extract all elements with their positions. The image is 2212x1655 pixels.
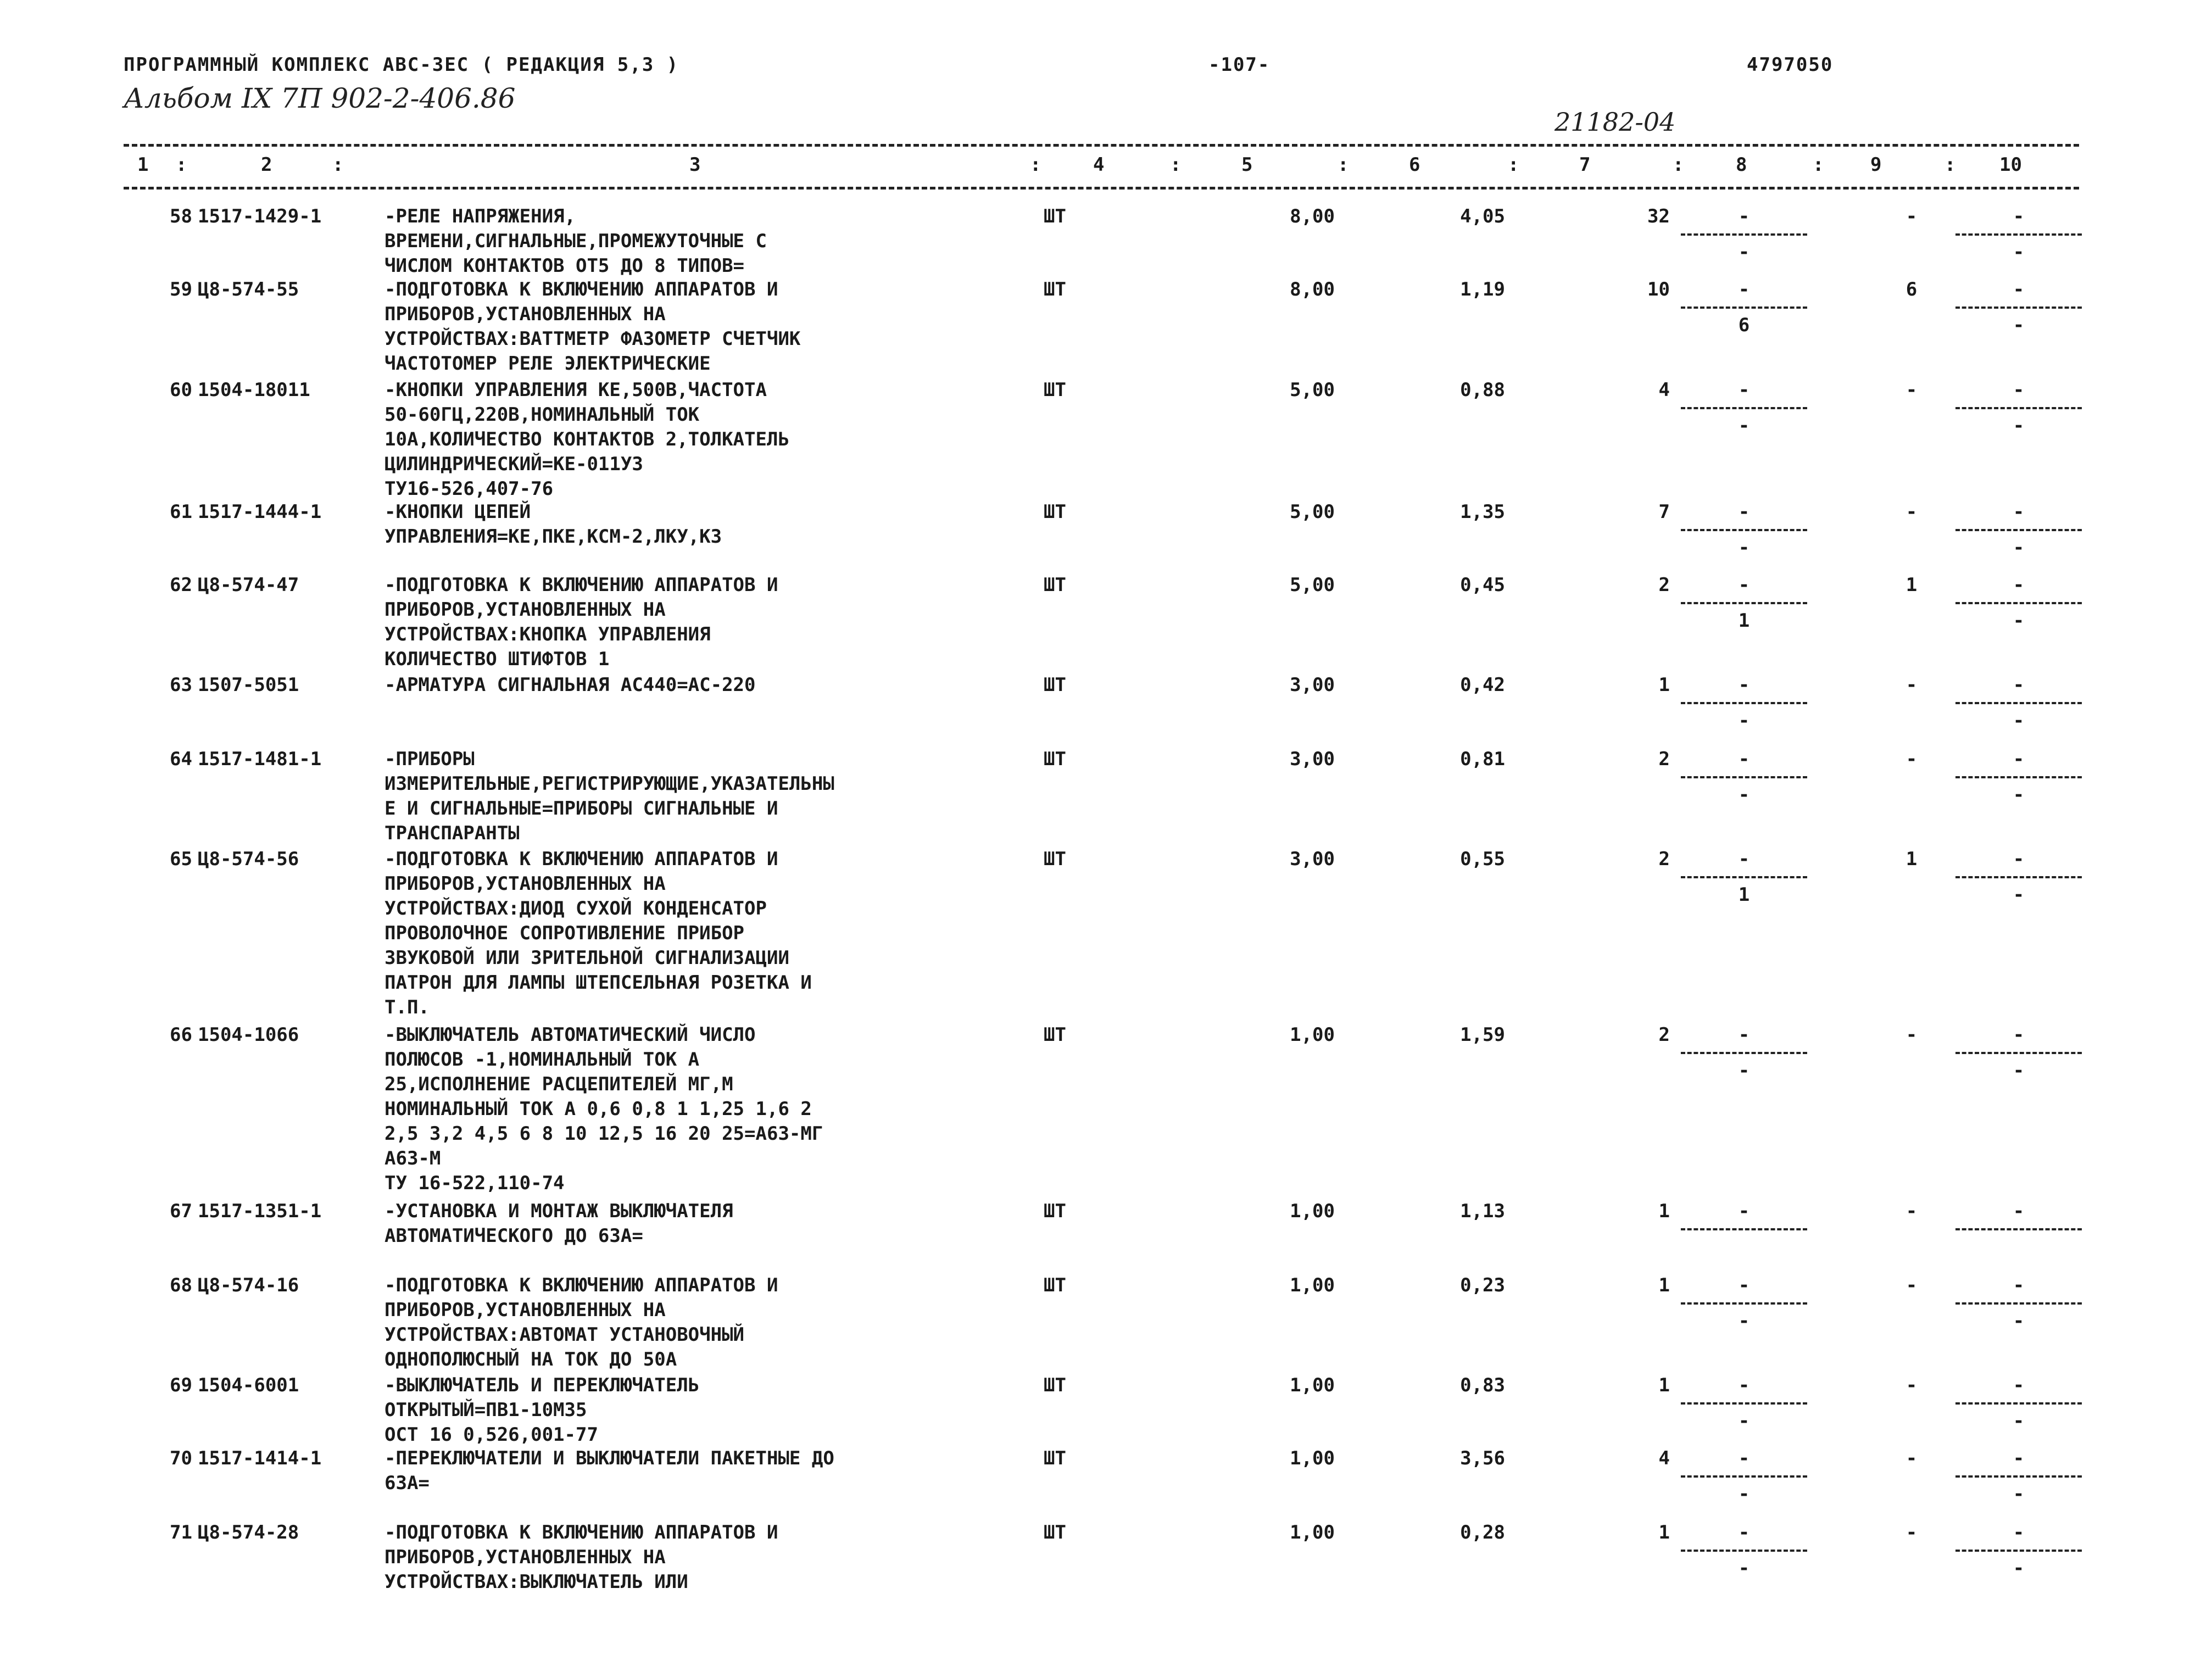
item-code: 1517-1444-1 — [198, 501, 322, 523]
col5-value: 3,00 — [1290, 674, 1335, 696]
unit: ШТ — [1044, 1274, 1066, 1296]
item-description: -ПОДГОТОВКА К ВКЛЮЧЕНИЮ АППАРАТОВ И ПРИБОРОВ,УСТАНОВЛЕННЫХ НА УСТРОЙСТВАХ:КНОПКА УПРАВЛЕНИЯ КОЛИЧЕСТВО ШТИФТОВ 1 — [385, 574, 778, 670]
item-description: -ПРИБОРЫ ИЗМЕРИТЕЛЬНЫЕ,РЕГИСТРИРУЮЩИЕ,УКАЗАТЕЛЬНЫ Е И СИГНАЛЬНЫЕ=ПРИБОРЫ СИГНАЛЬНЫЕ И ТРАНСПАРАНТЫ — [385, 748, 834, 844]
col9-value: - — [1905, 1522, 1918, 1543]
item-description: -АРМАТУРА СИГНАЛЬНАЯ АС440=АС-220 — [385, 674, 756, 696]
item-description: -ВЫКЛЮЧАТЕЛЬ АВТОМАТИЧЕСКИЙ ЧИСЛО ПОЛЮСОВ -1,НОМИНАЛЬНЫЙ ТОК А 25,ИСПОЛНЕНИЕ РАСЦЕПИТЕЛЕЙ МГ,М НОМИНАЛЬНЫЙ ТОК А 0,6 0,8 1 1,25 1,6 2 2,5 3,2 4,5 6 8 10 12,5 16 20 25=А63-МГ А63-М ТУ 16-522,110-74 — [385, 1024, 823, 1194]
col10-fraction-divider — [1955, 1052, 2082, 1054]
col10-fraction-divider — [1955, 876, 2082, 878]
item-description: -КНОПКИ УПРАВЛЕНИЯ КЕ,500В,ЧАСТОТА 50-60ГЦ,220В,НОМИНАЛЬНЫЙ ТОК 10А,КОЛИЧЕСТВО КОНТАКТОВ 2,ТОЛКАТЕЛЬ ЦИЛИНДРИЧЕСКИЙ=КЕ-011У3 ТУ16-526,407-76 — [385, 379, 789, 500]
col8-fraction-bottom: 6 — [1738, 314, 1750, 336]
col6-value: 1,59 — [1460, 1024, 1505, 1046]
col10-fraction-bottom: - — [2013, 241, 2025, 263]
col-sep: : — [1813, 154, 1824, 176]
col8-fraction-divider — [1681, 1475, 1807, 1478]
col6-value: 0,42 — [1460, 674, 1505, 696]
col10-fraction-bottom: - — [2013, 1557, 2025, 1579]
col5-value: 1,00 — [1290, 1374, 1335, 1396]
header-rule — [124, 187, 2079, 190]
col10-fraction — [1955, 573, 2082, 633]
unit: ШТ — [1044, 205, 1066, 227]
col-9: 9 — [1870, 154, 1882, 176]
item-code: Ц8-574-16 — [198, 1274, 299, 1296]
col9-value: - — [1905, 205, 1918, 227]
col10-fraction-bottom: - — [2013, 784, 2025, 806]
col10-fraction-top: - — [2013, 1374, 2025, 1396]
col10-fraction-divider — [1955, 776, 2082, 778]
col10-fraction-top: - — [2013, 848, 2025, 870]
col8-fraction — [1681, 1446, 1807, 1507]
row-number: 67 — [170, 1200, 192, 1222]
col5-value: 8,00 — [1290, 278, 1335, 300]
col8-fraction — [1681, 1520, 1807, 1581]
col8-fraction-bottom: - — [1738, 710, 1750, 732]
col8-fraction-bottom — [1681, 1235, 1807, 1260]
col5-value: 1,00 — [1290, 1522, 1335, 1543]
item-code: 1517-1481-1 — [198, 748, 322, 770]
col10-fraction — [1955, 1446, 2082, 1507]
col10-fraction-divider — [1955, 1550, 2082, 1552]
col10-fraction-bottom: - — [2013, 415, 2025, 437]
col8-fraction-bottom: - — [1738, 1557, 1750, 1579]
col-4: 4 — [1093, 154, 1105, 176]
col7-value: 4 — [1658, 379, 1670, 401]
col9-value: - — [1905, 1024, 1918, 1046]
table-row — [0, 378, 2212, 500]
sheet-handwritten-number: 21182-04 — [1554, 107, 1676, 137]
col8-fraction-divider — [1681, 602, 1807, 604]
col10-fraction-divider — [1955, 1228, 2082, 1230]
col8-fraction — [1681, 847, 1807, 907]
col8-fraction-top: - — [1738, 205, 1750, 227]
col6-value: 0,55 — [1460, 848, 1505, 870]
col10-fraction-divider — [1955, 602, 2082, 604]
item-code: Ц8-574-28 — [198, 1522, 299, 1543]
col5-value: 1,00 — [1290, 1447, 1335, 1469]
col8-fraction-divider — [1681, 307, 1807, 309]
col8-fraction — [1681, 573, 1807, 633]
col10-fraction-divider — [1955, 529, 2082, 531]
col-2: 2 — [261, 154, 272, 176]
col-sep: : — [1170, 154, 1182, 176]
col-sep: : — [1944, 154, 1956, 176]
col8-fraction-divider — [1681, 1052, 1807, 1054]
col-1: 1 — [137, 154, 149, 176]
col-sep: : — [1673, 154, 1684, 176]
col8-fraction-divider — [1681, 1550, 1807, 1552]
col7-value: 2 — [1658, 1024, 1670, 1046]
unit: ШТ — [1044, 379, 1066, 401]
col5-value: 1,00 — [1290, 1200, 1335, 1222]
col10-fraction-bottom: - — [2013, 314, 2025, 336]
col8-fraction — [1681, 277, 1807, 338]
col10-fraction — [1955, 673, 2082, 733]
page-number: -107- — [1208, 54, 1271, 76]
col8-fraction-top: - — [1738, 501, 1750, 523]
col10-fraction-top: - — [2013, 1274, 2025, 1296]
item-code: Ц8-574-55 — [198, 278, 299, 300]
table-row — [0, 1273, 2212, 1370]
table-row — [0, 277, 2212, 375]
col8-fraction — [1681, 1273, 1807, 1334]
item-description: -РЕЛЕ НАПРЯЖЕНИЯ, ВРЕМЕНИ,СИГНАЛЬНЫЕ,ПРОМЕЖУТОЧНЫЕ С ЧИСЛОМ КОНТАКТОВ ОТ5 ДО 8 ТИПОВ= — [385, 205, 767, 277]
table-row — [0, 1520, 2212, 1593]
table-row — [0, 573, 2212, 670]
unit: ШТ — [1044, 1200, 1066, 1222]
col10-fraction-bottom: - — [2013, 1310, 2025, 1332]
col10-fraction-top: - — [2013, 1522, 2025, 1543]
col8-fraction-divider — [1681, 702, 1807, 704]
col5-value: 8,00 — [1290, 205, 1335, 227]
col10-fraction-divider — [1955, 702, 2082, 704]
row-number: 61 — [170, 501, 192, 523]
col10-fraction-divider — [1955, 1402, 2082, 1405]
row-number: 71 — [170, 1522, 192, 1543]
unit: ШТ — [1044, 1374, 1066, 1396]
col10-fraction-top: - — [2013, 501, 2025, 523]
col6-value: 0,83 — [1460, 1374, 1505, 1396]
row-number: 64 — [170, 748, 192, 770]
col10-fraction — [1955, 1373, 2082, 1434]
col8-fraction-bottom: - — [1738, 1410, 1750, 1432]
col8-fraction-bottom: - — [1738, 537, 1750, 559]
item-code: 1517-1414-1 — [198, 1447, 322, 1469]
col10-fraction — [1955, 747, 2082, 807]
col8-fraction — [1681, 1023, 1807, 1083]
col10-fraction — [1955, 847, 2082, 907]
col10-fraction-divider — [1955, 1302, 2082, 1305]
col10-fraction — [1955, 277, 2082, 338]
col8-fraction-top: - — [1738, 1200, 1750, 1222]
item-description: -ПОДГОТОВКА К ВКЛЮЧЕНИЮ АППАРАТОВ И ПРИБОРОВ,УСТАНОВЛЕННЫХ НА УСТРОЙСТВАХ:АВТОМАТ УСТАНОВОЧНЫЙ ОДНОПОЛЮСНЫЙ НА ТОК ДО 50А — [385, 1274, 778, 1370]
item-code: 1504-6001 — [198, 1374, 299, 1396]
col10-fraction-bottom — [1955, 1235, 2082, 1260]
document-code: 4797050 — [1747, 54, 1834, 76]
unit: ШТ — [1044, 1447, 1066, 1469]
col10-fraction — [1955, 204, 2082, 265]
col8-fraction-divider — [1681, 1402, 1807, 1405]
col6-value: 0,23 — [1460, 1274, 1505, 1296]
col7-value: 32 — [1647, 205, 1670, 227]
col8-fraction — [1681, 378, 1807, 438]
col8-fraction-bottom: - — [1738, 241, 1750, 263]
col10-fraction — [1955, 1199, 2082, 1260]
col8-fraction-top: - — [1738, 1024, 1750, 1046]
col6-value: 0,45 — [1460, 574, 1505, 596]
col9-value: - — [1905, 674, 1918, 696]
col5-value: 5,00 — [1290, 379, 1335, 401]
item-description: -ВЫКЛЮЧАТЕЛЬ И ПЕРЕКЛЮЧАТЕЛЬ ОТКРЫТЫЙ=ПВ1-10М35 ОСТ 16 0,526,001-77 — [385, 1374, 700, 1446]
row-number: 63 — [170, 674, 192, 696]
col10-fraction-top: - — [2013, 674, 2025, 696]
col8-fraction-top: - — [1738, 278, 1750, 300]
top-rule — [124, 144, 2079, 147]
col8-fraction-bottom: - — [1738, 1310, 1750, 1332]
col10-fraction-top: - — [2013, 205, 2025, 227]
table-row — [0, 1023, 2212, 1194]
col8-fraction-top: - — [1738, 1522, 1750, 1543]
item-code: 1504-1066 — [198, 1024, 299, 1046]
col7-value: 1 — [1658, 674, 1670, 696]
col8-fraction-bottom: - — [1738, 1483, 1750, 1505]
col-5: 5 — [1241, 154, 1253, 176]
col6-value: 4,05 — [1460, 205, 1505, 227]
row-number: 62 — [170, 574, 192, 596]
col10-fraction-top: - — [2013, 1447, 2025, 1469]
col8-fraction-top: - — [1738, 674, 1750, 696]
col10-fraction — [1955, 378, 2082, 438]
col8-fraction-divider — [1681, 1302, 1807, 1305]
col6-value: 1,35 — [1460, 501, 1505, 523]
program-title: ПРОГРАММНЫЙ КОМПЛЕКС АВС-3ЕС ( РЕДАКЦИЯ 5,3 ) — [124, 54, 679, 76]
row-number: 69 — [170, 1374, 192, 1396]
col10-fraction-divider — [1955, 307, 2082, 309]
col10-fraction-divider — [1955, 407, 2082, 409]
col8-fraction-divider — [1681, 1228, 1807, 1230]
col6-value: 0,28 — [1460, 1522, 1505, 1543]
col8-fraction-top: - — [1738, 379, 1750, 401]
col8-fraction — [1681, 1199, 1807, 1260]
col8-fraction-divider — [1681, 407, 1807, 409]
col7-value: 2 — [1658, 848, 1670, 870]
table-row — [0, 204, 2212, 277]
col8-fraction — [1681, 500, 1807, 560]
col8-fraction-top: - — [1738, 1374, 1750, 1396]
col7-value: 1 — [1658, 1200, 1670, 1222]
col10-fraction-top: - — [2013, 748, 2025, 770]
item-description: -ПОДГОТОВКА К ВКЛЮЧЕНИЮ АППАРАТОВ И ПРИБОРОВ,УСТАНОВЛЕННЫХ НА УСТРОЙСТВАХ:ВЫКЛЮЧАТЕЛЬ ИЛИ — [385, 1522, 778, 1593]
unit: ШТ — [1044, 278, 1066, 300]
col10-fraction-bottom: - — [2013, 537, 2025, 559]
col8-fraction-bottom: - — [1738, 1060, 1750, 1082]
col9-value: - — [1905, 1274, 1918, 1296]
col8-fraction-bottom: 1 — [1738, 884, 1750, 906]
unit: ШТ — [1044, 1522, 1066, 1543]
col7-value: 4 — [1658, 1447, 1670, 1469]
item-code: Ц8-574-56 — [198, 848, 299, 870]
unit: ШТ — [1044, 848, 1066, 870]
col9-value: 1 — [1905, 848, 1918, 870]
row-number: 65 — [170, 848, 192, 870]
col-sep: : — [1030, 154, 1041, 176]
col6-value: 0,88 — [1460, 379, 1505, 401]
item-code: 1517-1351-1 — [198, 1200, 322, 1222]
item-description: -ПОДГОТОВКА К ВКЛЮЧЕНИЮ АППАРАТОВ И ПРИБОРОВ,УСТАНОВЛЕННЫХ НА УСТРОЙСТВАХ:ВАТТМЕТР ФАЗОМЕТР СЧЕТЧИК ЧАСТОТОМЕР РЕЛЕ ЭЛЕКТРИЧЕСКИЕ — [385, 278, 801, 375]
col9-value: - — [1905, 379, 1918, 401]
col-sep: : — [1508, 154, 1519, 176]
col8-fraction — [1681, 1373, 1807, 1434]
col10-fraction-bottom: - — [2013, 610, 2025, 632]
col6-value: 3,56 — [1460, 1447, 1505, 1469]
table-row — [0, 1373, 2212, 1446]
col8-fraction-divider — [1681, 233, 1807, 236]
col6-value: 0,81 — [1460, 748, 1505, 770]
col9-value: 6 — [1905, 278, 1918, 300]
col8-fraction — [1681, 747, 1807, 807]
row-number: 70 — [170, 1447, 192, 1469]
table-row — [0, 1199, 2212, 1247]
col7-value: 7 — [1658, 501, 1670, 523]
item-description: -УСТАНОВКА И МОНТАЖ ВЫКЛЮЧАТЕЛЯ АВТОМАТИЧЕСКОГО ДО 63А= — [385, 1200, 733, 1247]
col7-value: 2 — [1658, 574, 1670, 596]
unit: ШТ — [1044, 674, 1066, 696]
col10-fraction — [1955, 500, 2082, 560]
col10-fraction-bottom: - — [2013, 884, 2025, 906]
col5-value: 5,00 — [1290, 501, 1335, 523]
col8-fraction-top: - — [1738, 574, 1750, 596]
col8-fraction-bottom: - — [1738, 784, 1750, 806]
table-row — [0, 847, 2212, 1018]
col5-value: 1,00 — [1290, 1274, 1335, 1296]
col9-value: - — [1905, 1447, 1918, 1469]
col10-fraction — [1955, 1520, 2082, 1581]
unit: ШТ — [1044, 501, 1066, 523]
col9-value: 1 — [1905, 574, 1918, 596]
col8-fraction — [1681, 673, 1807, 733]
col7-value: 1 — [1658, 1522, 1670, 1543]
col10-fraction-bottom: - — [2013, 1410, 2025, 1432]
col-6: 6 — [1409, 154, 1420, 176]
table-row — [0, 673, 2212, 732]
col10-fraction-bottom: - — [2013, 1060, 2025, 1082]
col8-fraction-top: - — [1738, 848, 1750, 870]
table-row — [0, 1446, 2212, 1505]
col-8: 8 — [1736, 154, 1747, 176]
col-sep: : — [176, 154, 187, 176]
table-row — [0, 500, 2212, 559]
col-3: 3 — [689, 154, 701, 176]
col10-fraction-bottom: - — [2013, 710, 2025, 732]
col7-value: 1 — [1658, 1274, 1670, 1296]
col7-value: 1 — [1658, 1374, 1670, 1396]
col9-value: - — [1905, 501, 1918, 523]
col7-value: 2 — [1658, 748, 1670, 770]
table-row — [0, 747, 2212, 844]
col10-fraction-top: - — [2013, 278, 2025, 300]
unit: ШТ — [1044, 574, 1066, 596]
row-number: 58 — [170, 205, 192, 227]
col-10: 10 — [1999, 154, 2022, 176]
col10-fraction-bottom: - — [2013, 1483, 2025, 1505]
row-number: 60 — [170, 379, 192, 401]
col-sep: : — [332, 154, 344, 176]
col8-fraction-divider — [1681, 529, 1807, 531]
col5-value: 1,00 — [1290, 1024, 1335, 1046]
col6-value: 1,19 — [1460, 278, 1505, 300]
col-sep: : — [1338, 154, 1349, 176]
item-code: 1507-5051 — [198, 674, 299, 696]
col8-fraction-top: - — [1738, 1447, 1750, 1469]
col8-fraction-divider — [1681, 876, 1807, 878]
col8-fraction-bottom: 1 — [1738, 610, 1750, 632]
col-7: 7 — [1579, 154, 1591, 176]
col9-value: - — [1905, 1200, 1918, 1222]
col10-fraction — [1955, 1023, 2082, 1083]
col9-value: - — [1905, 1374, 1918, 1396]
col7-value: 10 — [1647, 278, 1670, 300]
item-code: 1517-1429-1 — [198, 205, 322, 227]
album-handwritten-note: Альбом IX 7П 902-2-406.86 — [124, 82, 516, 114]
item-description: -ПОДГОТОВКА К ВКЛЮЧЕНИЮ АППАРАТОВ И ПРИБОРОВ,УСТАНОВЛЕННЫХ НА УСТРОЙСТВАХ:ДИОД СУХОЙ КОНДЕНСАТОР ПРОВОЛОЧНОЕ СОПРОТИВЛЕНИЕ ПРИБОР ЗВУКОВОЙ ИЛИ ЗРИТЕЛЬНОЙ СИГНАЛИЗАЦИИ ПАТРОН ДЛЯ ЛАМПЫ ШТЕПСЕЛЬНАЯ РОЗЕТКА И Т.П. — [385, 848, 812, 1018]
col10-fraction-top: - — [2013, 574, 2025, 596]
unit: ШТ — [1044, 1024, 1066, 1046]
col10-fraction-top: - — [2013, 379, 2025, 401]
row-number: 66 — [170, 1024, 192, 1046]
col10-fraction-divider — [1955, 233, 2082, 236]
col5-value: 3,00 — [1290, 748, 1335, 770]
item-description: -ПЕРЕКЛЮЧАТЕЛИ И ВЫКЛЮЧАТЕЛИ ПАКЕТНЫЕ ДО 63А= — [385, 1447, 834, 1494]
col10-fraction — [1955, 1273, 2082, 1334]
col10-fraction-top: - — [2013, 1024, 2025, 1046]
col10-fraction-top: - — [2013, 1200, 2025, 1222]
col8-fraction-divider — [1681, 776, 1807, 778]
col8-fraction — [1681, 204, 1807, 265]
unit: ШТ — [1044, 748, 1066, 770]
col6-value: 1,13 — [1460, 1200, 1505, 1222]
item-code: 1504-18011 — [198, 379, 310, 401]
row-number: 59 — [170, 278, 192, 300]
col5-value: 5,00 — [1290, 574, 1335, 596]
item-code: Ц8-574-47 — [198, 574, 299, 596]
col10-fraction-divider — [1955, 1475, 2082, 1478]
col9-value: - — [1905, 748, 1918, 770]
col8-fraction-bottom: - — [1738, 415, 1750, 437]
col5-value: 3,00 — [1290, 848, 1335, 870]
col8-fraction-top: - — [1738, 1274, 1750, 1296]
item-description: -КНОПКИ ЦЕПЕЙ УПРАВЛЕНИЯ=КЕ,ПКЕ,КСМ-2,ЛКУ,КЗ — [385, 501, 722, 548]
col8-fraction-top: - — [1738, 748, 1750, 770]
row-number: 68 — [170, 1274, 192, 1296]
